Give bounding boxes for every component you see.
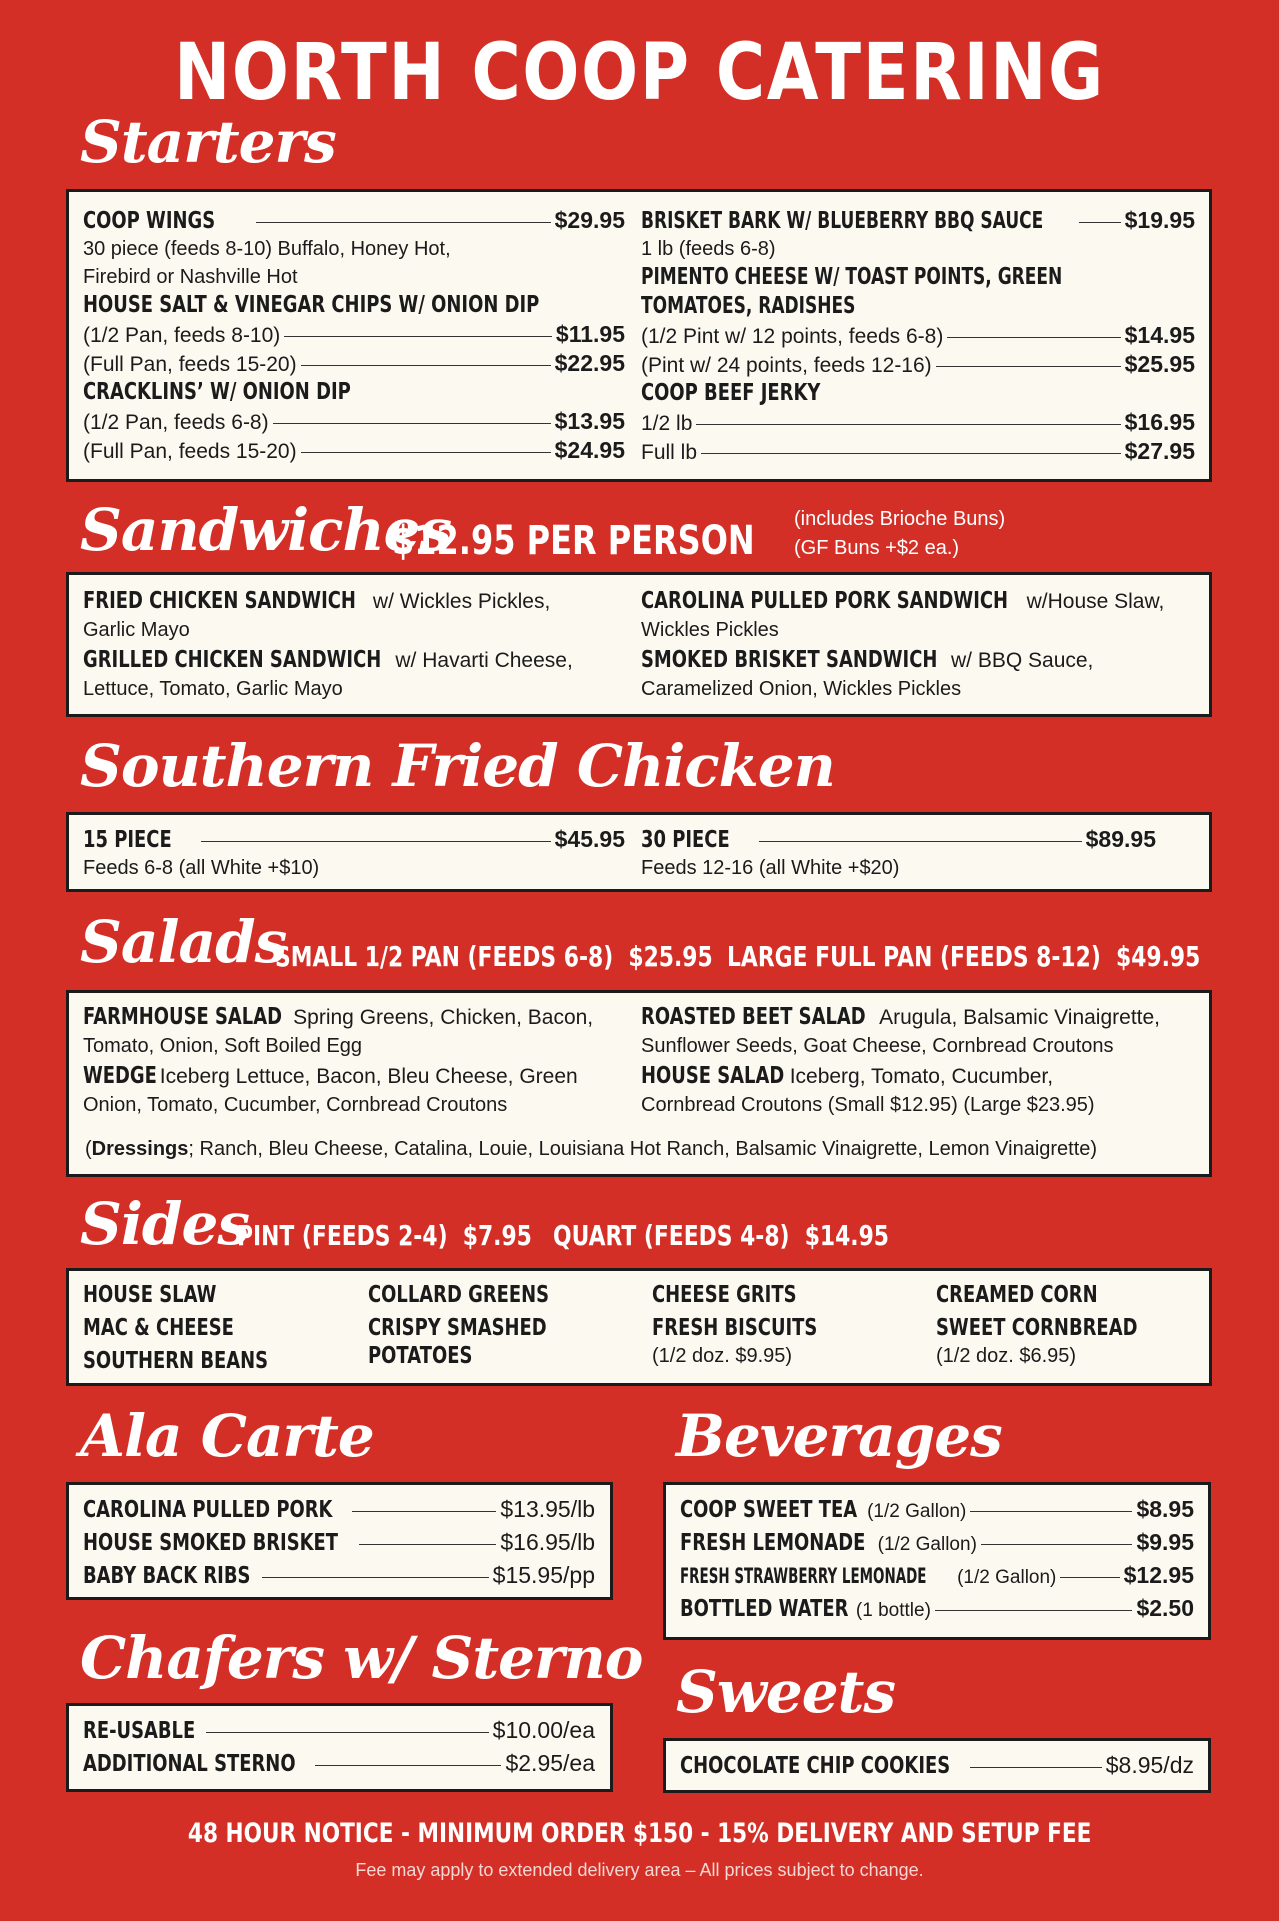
menu-item-option: (Full Pan, feeds 15-20) $24.95 <box>83 437 625 463</box>
alacarte-list <box>83 1495 595 1594</box>
menu-item: COOP BEEF JERKY <box>641 380 821 406</box>
beverages-heading: Beverages <box>676 1402 1002 1470</box>
beverages-box <box>663 1482 1211 1640</box>
menu-item: COOP SWEET TEA (1/2 Gallon) $8.95 <box>680 1496 1194 1523</box>
salads-box <box>66 990 1212 1177</box>
side-item: MAC & CHEESE <box>83 1315 234 1341</box>
salads-right-column <box>641 1003 1201 1119</box>
fee-disclaimer: Fee may apply to extended delivery area – All prices subject to change. <box>355 1860 924 1880</box>
chicken-box <box>66 812 1212 892</box>
sandwiches-note-gf: (GF Buns +$2 ea.) <box>794 537 960 559</box>
chicken-left-column <box>83 825 625 882</box>
item-description: Tomato, Onion, Soft Boiled Egg <box>83 1035 363 1057</box>
menu-item: CAROLINA PULLED PORK $13.95/lb <box>83 1496 595 1523</box>
salads-left-column <box>83 1003 625 1119</box>
menu-item: CHOCOLATE CHIP COOKIES $8.95/dz <box>680 1752 1194 1779</box>
leader-line <box>301 452 551 453</box>
leader-line <box>970 1511 1132 1512</box>
menu-item: CAROLINA PULLED PORK SANDWICH w/House Slaw, <box>641 588 1165 614</box>
side-item-note: (1/2 doz. $9.95) <box>652 1345 793 1367</box>
sandwiches-box <box>66 572 1212 717</box>
side-item: CREAMED CORN <box>936 1282 1098 1308</box>
item-description: 30 piece (feeds 8-10) Buffalo, Honey Hot, <box>83 238 451 260</box>
side-item: SWEET CORNBREAD <box>936 1315 1138 1341</box>
side-item: COLLARD GREENS <box>368 1282 550 1308</box>
menu-item: FARMHOUSE SALAD Spring Greens, Chicken, Bacon, <box>83 1004 594 1030</box>
leader-line <box>696 424 1120 425</box>
menu-item: TOMATOES, RADISHES <box>641 293 856 319</box>
chafers-list <box>83 1716 595 1782</box>
leader-line <box>1079 222 1121 223</box>
menu-item: 30 PIECE $89.95 <box>641 826 1156 853</box>
leader-line <box>284 336 552 337</box>
leader-line <box>352 1511 497 1512</box>
menu-item: FRESH STRAWBERRY LEMONADE (1/2 Gallon) $12.95 <box>680 1562 1194 1588</box>
item-description: Onion, Tomato, Cucumber, Cornbread Croutons <box>83 1094 508 1116</box>
leader-line <box>256 222 550 223</box>
leader-line <box>947 337 1120 338</box>
menu-item-option: (1/2 Pint w/ 12 points, feeds 6-8) $14.95 <box>641 322 1195 348</box>
menu-item: GRILLED CHICKEN SANDWICH w/ Havarti Cheese, <box>83 647 573 673</box>
menu-item: 15 PIECE $45.95 <box>83 826 625 853</box>
menu-item-option: (Full Pan, feeds 15-20) $22.95 <box>83 350 625 376</box>
item-description: Feeds 12-16 (all White +$20) <box>641 857 900 879</box>
sandwiches-note-brioche: (includes Brioche Buns) <box>794 508 1006 530</box>
sweets-heading: Sweets <box>676 1658 896 1726</box>
leader-line <box>981 1544 1133 1545</box>
sides-quart-price: QUART (FEEDS 4-8) $14.95 <box>553 1219 890 1252</box>
sides-heading: Sides <box>80 1190 250 1258</box>
order-notice: 48 HOUR NOTICE - MINIMUM ORDER $150 - 15% DELIVERY AND SETUP FEE <box>187 1818 1092 1849</box>
sides-pint-price: PINT (FEEDS 2-4) $7.95 <box>237 1219 532 1252</box>
menu-item: PIMENTO CHEESE W/ TOAST POINTS, GREEN <box>641 264 1063 290</box>
chafers-box <box>66 1703 613 1792</box>
sides-column-3 <box>652 1281 864 1370</box>
menu-item: FRIED CHICKEN SANDWICH w/ Wickles Pickles, <box>83 588 551 614</box>
sandwiches-heading: Sandwiches <box>80 496 452 564</box>
menu-item: SMOKED BRISKET SANDWICH w/ BBQ Sauce, <box>641 647 1094 673</box>
menu-item: BABY BACK RIBS $15.95/pp <box>83 1562 595 1589</box>
item-description: Caramelized Onion, Wickles Pickles <box>641 678 962 700</box>
leader-line <box>359 1544 496 1545</box>
menu-item: HOUSE SMOKED BRISKET $16.95/lb <box>83 1529 595 1556</box>
item-description: Lettuce, Tomato, Garlic Mayo <box>83 678 343 700</box>
leader-line <box>935 1610 1133 1611</box>
menu-item: HOUSE SALT & VINEGAR CHIPS W/ ONION DIP <box>83 292 540 318</box>
side-item-note: (1/2 doz. $6.95) <box>936 1345 1077 1367</box>
item-description: Garlic Mayo <box>83 619 190 641</box>
beverages-list <box>680 1495 1194 1627</box>
side-item: FRESH BISCUITS <box>652 1315 818 1341</box>
alacarte-heading: Ala Carte <box>80 1402 374 1470</box>
leader-line <box>970 1767 1101 1768</box>
leader-line <box>936 366 1121 367</box>
sides-column-2 <box>368 1281 600 1370</box>
leader-line <box>206 1732 489 1733</box>
menu-item: BRISKET BARK W/ BLUEBERRY BBQ SAUCE $19.95 <box>641 207 1195 234</box>
menu-item-option: (1/2 Pan, feeds 6-8) $13.95 <box>83 408 625 434</box>
side-item: CRISPY SMASHED <box>368 1315 547 1341</box>
menu-item: WEDGE Iceberg Lettuce, Bacon, Bleu Cheese, Green <box>83 1063 578 1089</box>
item-description: Wickles Pickles <box>641 619 779 641</box>
menu-item: RE-USABLE $10.00/ea <box>83 1717 595 1744</box>
menu-item-option: (1/2 Pan, feeds 8-10) $11.95 <box>83 321 625 347</box>
salads-large-price: LARGE FULL PAN (FEEDS 8-12) $49.95 <box>727 940 1201 973</box>
salads-heading: Salads <box>80 908 287 976</box>
sides-column-4 <box>936 1281 1194 1370</box>
menu-item-option: 1/2 lb $16.95 <box>641 409 1195 435</box>
menu-item: ADDITIONAL STERNO $2.95/ea <box>83 1750 595 1777</box>
starters-box <box>66 189 1212 482</box>
leader-line <box>301 365 551 366</box>
leader-line <box>273 423 551 424</box>
item-description: Feeds 6-8 (all White +$10) <box>83 857 320 879</box>
leader-line <box>201 841 551 842</box>
page-title: NORTH COOP CATERING <box>174 28 1105 118</box>
sandwiches-right-column <box>641 587 1195 703</box>
starters-right-column <box>641 206 1195 466</box>
side-item: HOUSE SLAW <box>83 1282 217 1308</box>
item-description: Firebird or Nashville Hot <box>83 266 298 288</box>
leader-line <box>315 1765 502 1766</box>
menu-item: BOTTLED WATER (1 bottle) $2.50 <box>680 1595 1194 1622</box>
sweets-box <box>663 1738 1211 1793</box>
sweets-list <box>680 1751 1194 1784</box>
side-item: CHEESE GRITS <box>652 1282 797 1308</box>
starters-heading: Starters <box>80 108 336 176</box>
sandwiches-price: $12.95 PER PERSON <box>392 518 755 564</box>
salads-small-price: SMALL 1/2 PAN (FEEDS 6-8) $25.95 <box>275 940 713 973</box>
sandwiches-left-column <box>83 587 625 703</box>
chafers-heading: Chafers w/ Sterno <box>80 1624 643 1692</box>
leader-line <box>1060 1577 1119 1578</box>
leader-line <box>759 841 1082 842</box>
chicken-right-column <box>641 825 1156 882</box>
leader-line <box>262 1577 489 1578</box>
chicken-heading: Southern Fried Chicken <box>80 732 835 800</box>
leader-line <box>701 453 1121 454</box>
menu-item-option: Full lb $27.95 <box>641 438 1195 464</box>
salad-dressings: (Dressings; Ranch, Bleu Cheese, Catalina, Louie, Louisiana Hot Ranch, Balsamic Vinaigrette, Lemon Vinaigrette) <box>85 1138 1098 1160</box>
menu-item: HOUSE SALAD Iceberg, Tomato, Cucumber, <box>641 1063 1054 1089</box>
sides-box <box>66 1268 1212 1386</box>
menu-item: COOP WINGS $29.95 <box>83 207 625 234</box>
alacarte-box <box>66 1482 613 1600</box>
menu-item: CRACKLINS’ W/ ONION DIP <box>83 379 351 405</box>
menu-item-option: (Pint w/ 24 points, feeds 12-16) $25.95 <box>641 351 1195 377</box>
item-description: 1 lb (feeds 6-8) <box>641 238 776 260</box>
sides-column-1 <box>83 1281 320 1380</box>
side-item: SOUTHERN BEANS <box>83 1348 269 1374</box>
starters-left-column <box>83 206 625 465</box>
item-description: Sunflower Seeds, Goat Cheese, Cornbread Croutons <box>641 1035 1114 1057</box>
side-item: POTATOES <box>368 1343 473 1369</box>
item-description: Cornbread Croutons (Small $12.95) (Large $23.95) <box>641 1094 1095 1116</box>
menu-item: FRESH LEMONADE (1/2 Gallon) $9.95 <box>680 1529 1194 1556</box>
menu-item: ROASTED BEET SALAD Arugula, Balsamic Vinaigrette, <box>641 1004 1161 1030</box>
